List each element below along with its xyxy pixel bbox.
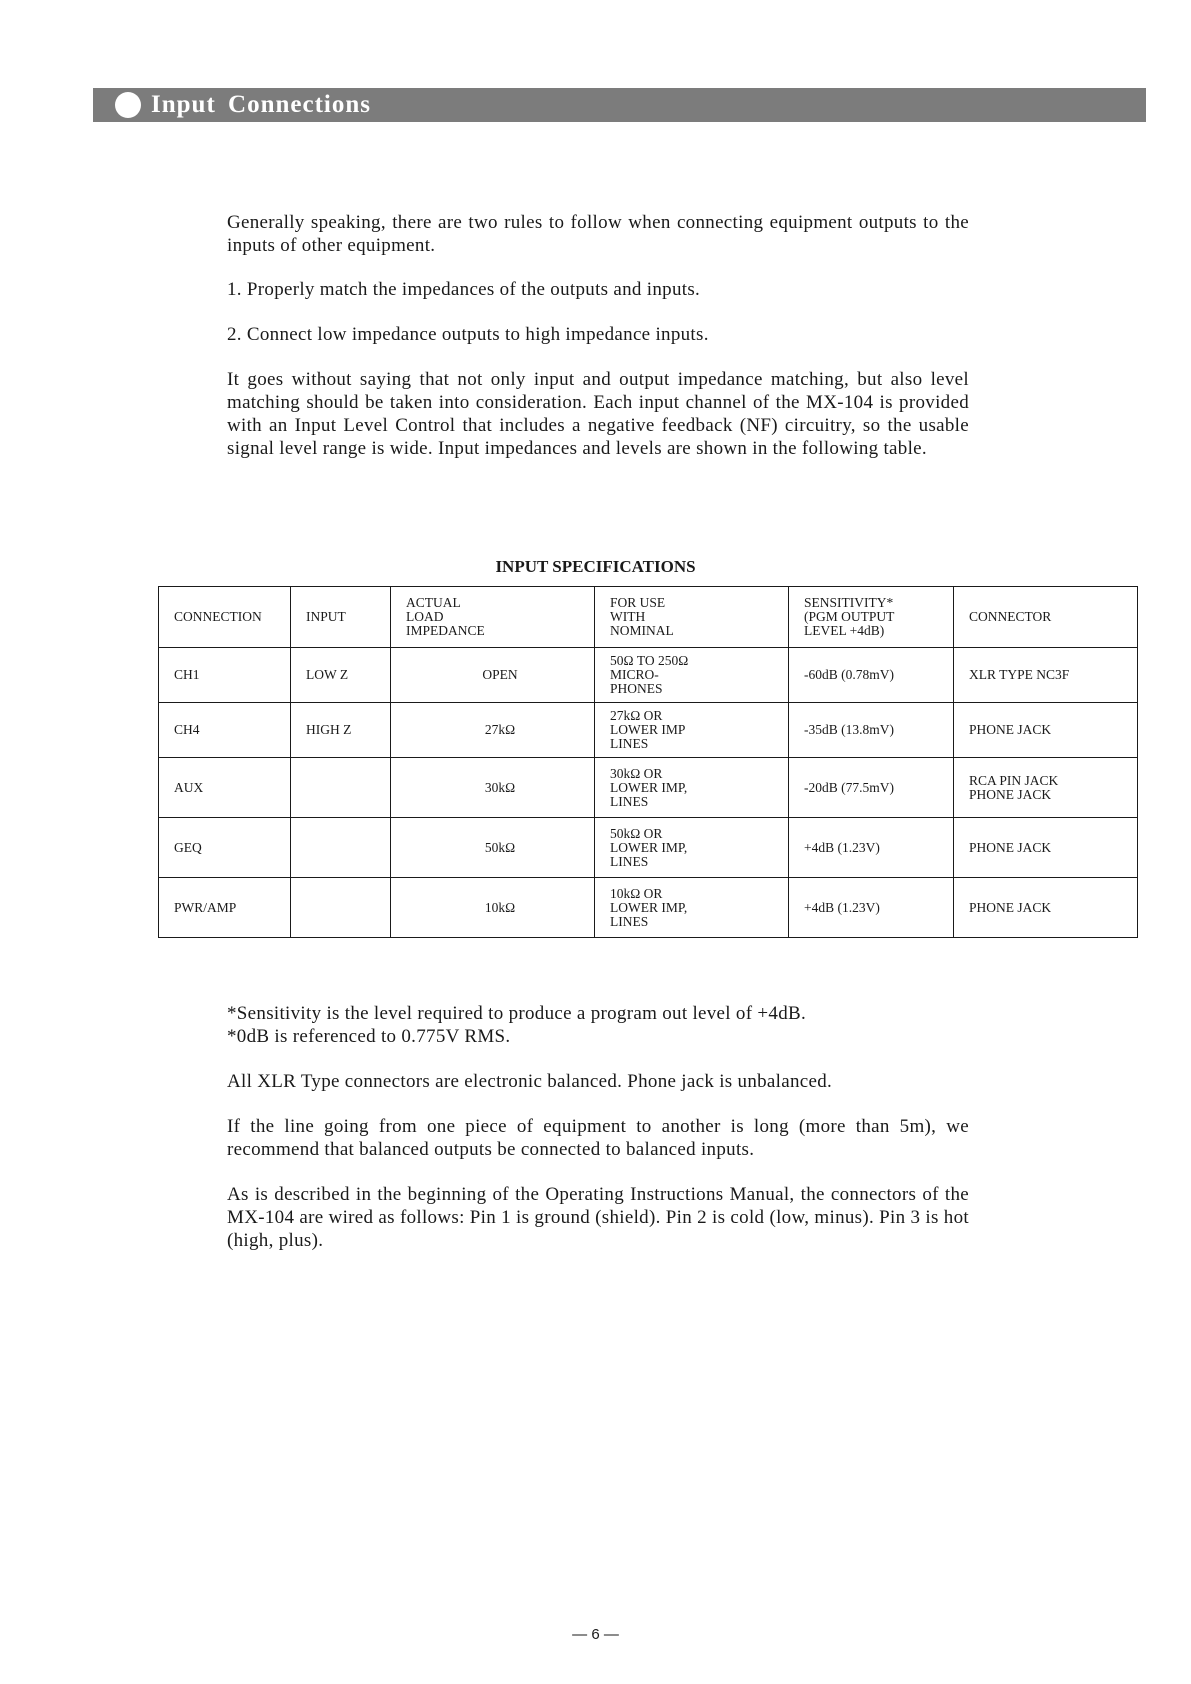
pin-wiring-note: As is described in the beginning of the Operating Instructions Manual, the connectors of the MX-104 are wired as follows: Pin 1 is ground (shield). Pin 2 is cold (low, minus). Pin 3 is hot (high, plus). <box>227 1184 969 1251</box>
cell-connector: PHONE JACK <box>954 703 1138 758</box>
header-connection: CONNECTION <box>159 587 291 648</box>
cell-use: 50kΩ OR LOWER IMP, LINES <box>595 818 789 878</box>
cell-sensitivity: +4dB (1.23V) <box>789 878 954 938</box>
section-title: Input Connections <box>151 91 371 118</box>
rule-2: 2. Connect low impedance outputs to high impedance inputs. <box>227 324 709 345</box>
cell-connector: RCA PIN JACK PHONE JACK <box>954 758 1138 818</box>
bullet-circle-icon <box>115 92 141 118</box>
cell-connector: PHONE JACK <box>954 878 1138 938</box>
cell-sensitivity: +4dB (1.23V) <box>789 818 954 878</box>
cell-sensitivity: -35dB (13.8mV) <box>789 703 954 758</box>
input-specifications-table <box>158 586 1138 938</box>
table-row <box>159 648 1138 703</box>
cell-use: 30kΩ OR LOWER IMP, LINES <box>595 758 789 818</box>
cell-connector: XLR TYPE NC3F <box>954 648 1138 703</box>
cell-use: 10kΩ OR LOWER IMP, LINES <box>595 878 789 938</box>
cell-sensitivity: -60dB (0.78mV) <box>789 648 954 703</box>
cell-impedance: 27kΩ <box>391 703 595 758</box>
header-input: INPUT <box>291 587 391 648</box>
table-row <box>159 758 1138 818</box>
page-number: — 6 — <box>572 1626 619 1643</box>
xlr-note: All XLR Type connectors are electronic balanced. Phone jack is unbalanced. <box>227 1071 833 1092</box>
header-connector: CONNECTOR <box>954 587 1138 648</box>
cell-input <box>291 758 391 818</box>
table-header-row <box>159 587 1138 648</box>
cell-connection: CH4 <box>159 703 291 758</box>
table-title: INPUT SPECIFICATIONS <box>495 557 696 576</box>
cell-use: 27kΩ OR LOWER IMP LINES <box>595 703 789 758</box>
intro-paragraph: Generally speaking, there are two rules to follow when connecting equipment outputs to the inputs of other equipment. <box>227 212 969 256</box>
cell-impedance: 30kΩ <box>391 758 595 818</box>
cell-input <box>291 878 391 938</box>
reference-note: *0dB is referenced to 0.775V RMS. <box>227 1026 511 1047</box>
cell-connection: CH1 <box>159 648 291 703</box>
cell-sensitivity: -20dB (77.5mV) <box>789 758 954 818</box>
rule-1: 1. Properly match the impedances of the outputs and inputs. <box>227 279 701 300</box>
cell-input: LOW Z <box>291 648 391 703</box>
cell-input: HIGH Z <box>291 703 391 758</box>
sensitivity-note: *Sensitivity is the level required to produce a program out level of +4dB. <box>227 1003 807 1024</box>
cell-connector: PHONE JACK <box>954 818 1138 878</box>
cell-connection: GEQ <box>159 818 291 878</box>
cell-impedance: OPEN <box>391 648 595 703</box>
cell-use: 50Ω TO 250Ω MICRO- PHONES <box>595 648 789 703</box>
cell-impedance: 10kΩ <box>391 878 595 938</box>
cell-input <box>291 818 391 878</box>
cell-connection: PWR/AMP <box>159 878 291 938</box>
cell-connection: AUX <box>159 758 291 818</box>
table-row <box>159 878 1138 938</box>
section-header-banner <box>93 88 1146 122</box>
long-line-note: If the line going from one piece of equipment to another is long (more than 5m), we recommend that balanced outputs be connected to balanced inputs. <box>227 1116 969 1160</box>
header-use: FOR USE WITH NOMINAL <box>595 587 789 648</box>
header-impedance: ACTUAL LOAD IMPEDANCE <box>391 587 595 648</box>
matching-paragraph: It goes without saying that not only input and output impedance matching, but also level matching should be taken into consideration. Each input channel of the MX-104 is provided with an Input Level Control that includes a negative feedback (NF) circuitry, so the usable signal level range is wide. Input impedances and levels are shown in the following table. <box>227 369 969 459</box>
table-row <box>159 818 1138 878</box>
header-sensitivity: SENSITIVITY* (PGM OUTPUT LEVEL +4dB) <box>789 587 954 648</box>
cell-impedance: 50kΩ <box>391 818 595 878</box>
table-row <box>159 703 1138 758</box>
